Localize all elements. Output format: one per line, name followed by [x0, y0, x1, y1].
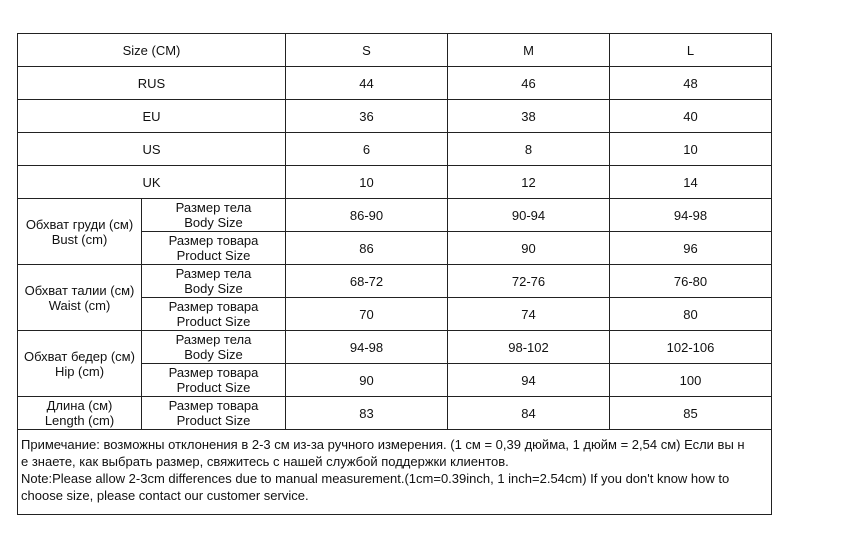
cell-m: 72-76 [448, 265, 610, 298]
cell-l: 85 [610, 397, 772, 430]
group-label-length [18, 397, 142, 430]
cell-s: 90 [286, 364, 448, 397]
sub-label-ru: Размер товара [168, 365, 259, 380]
header-size-m: M [448, 34, 610, 67]
cell-l: 40 [610, 100, 772, 133]
size-chart-table [17, 33, 772, 515]
table-row-hip-body [18, 331, 772, 364]
group-label-bust [18, 199, 142, 265]
cell-m: 90-94 [448, 199, 610, 232]
sub-label-en: Body Size [184, 215, 243, 230]
cell-m: 12 [448, 166, 610, 199]
cell-m: 38 [448, 100, 610, 133]
cell-l: 96 [610, 232, 772, 265]
sub-label-ru: Размер тела [175, 200, 252, 215]
sub-label [142, 265, 286, 298]
cell-s: 86 [286, 232, 448, 265]
cell-m: 46 [448, 67, 610, 100]
sub-label-en: Body Size [184, 281, 243, 296]
cell-s: 10 [286, 166, 448, 199]
sub-label-ru: Размер товара [168, 398, 259, 413]
cell-s: 44 [286, 67, 448, 100]
sub-label-en: Product Size [176, 314, 251, 329]
cell-m: 84 [448, 397, 610, 430]
sub-label-ru: Размер товара [168, 299, 259, 314]
cell-l: 94-98 [610, 199, 772, 232]
measurement-note [18, 430, 772, 515]
note-en-line-1: Note:Please allow 2-3cm differences due to manual measurement.(1cm=0.39inch, 1 inch=2.54cm) If you don't know how to [21, 471, 730, 486]
cell-s: 83 [286, 397, 448, 430]
sub-label-ru: Размер тела [175, 266, 252, 281]
group-label-en: Length (cm) [44, 413, 115, 428]
sub-label-ru: Размер тела [175, 332, 252, 347]
group-label-en: Bust (cm) [51, 231, 108, 247]
group-label-waist [18, 265, 142, 331]
group-label-en: Hip (cm) [54, 363, 105, 379]
table-row-uk [18, 166, 772, 199]
group-label-hip [18, 331, 142, 397]
cell-s: 68-72 [286, 265, 448, 298]
cell-m: 74 [448, 298, 610, 331]
cell-m: 8 [448, 133, 610, 166]
note-ru-line-1: Примечание: возможны отклонения в 2-3 см из-за ручного измерения. (1 см = 0,39 дюйма, 1 дюйм = 2,54 см) Если вы н [21, 437, 745, 452]
note-en-line-2: choose size, please contact our customer service. [21, 488, 309, 503]
cell-s: 86-90 [286, 199, 448, 232]
cell-l: 48 [610, 67, 772, 100]
table-row-length-product [18, 397, 772, 430]
table-row-bust-body [18, 199, 772, 232]
sub-label-en: Product Size [176, 380, 251, 395]
sub-label [142, 397, 286, 430]
sub-label-en: Body Size [184, 347, 243, 362]
cell-l: 14 [610, 166, 772, 199]
cell-l: 80 [610, 298, 772, 331]
row-label: RUS [18, 67, 286, 100]
table-row-note [18, 430, 772, 515]
row-label: EU [18, 100, 286, 133]
header-size-l: L [610, 34, 772, 67]
table-header-row [18, 34, 772, 67]
cell-s: 94-98 [286, 331, 448, 364]
header-size-s: S [286, 34, 448, 67]
group-label-ru: Обхват груди (см) [25, 216, 134, 232]
sub-label-en: Product Size [176, 248, 251, 263]
row-label: UK [18, 166, 286, 199]
cell-l: 10 [610, 133, 772, 166]
row-label: US [18, 133, 286, 166]
cell-l: 100 [610, 364, 772, 397]
cell-l: 76-80 [610, 265, 772, 298]
note-ru-line-2: е знаете, как выбрать размер, свяжитесь с нашей службой поддержки клиентов. [21, 454, 509, 469]
sub-label [142, 298, 286, 331]
group-label-en: Waist (cm) [48, 297, 111, 313]
cell-s: 36 [286, 100, 448, 133]
table-row-us [18, 133, 772, 166]
sub-label-ru: Размер товара [168, 233, 259, 248]
cell-l: 102-106 [610, 331, 772, 364]
sub-label [142, 232, 286, 265]
sub-label [142, 364, 286, 397]
sub-label [142, 331, 286, 364]
cell-m: 94 [448, 364, 610, 397]
table-row-rus [18, 67, 772, 100]
group-label-ru: Длина (см) [46, 398, 113, 413]
sub-label-en: Product Size [176, 413, 251, 428]
cell-m: 98-102 [448, 331, 610, 364]
table-row-waist-body [18, 265, 772, 298]
header-size-label: Size (CM) [18, 34, 286, 67]
cell-s: 70 [286, 298, 448, 331]
sub-label [142, 199, 286, 232]
cell-m: 90 [448, 232, 610, 265]
table-row-eu [18, 100, 772, 133]
cell-s: 6 [286, 133, 448, 166]
group-label-ru: Обхват талии (см) [24, 282, 135, 298]
group-label-ru: Обхват бедер (см) [24, 348, 135, 364]
